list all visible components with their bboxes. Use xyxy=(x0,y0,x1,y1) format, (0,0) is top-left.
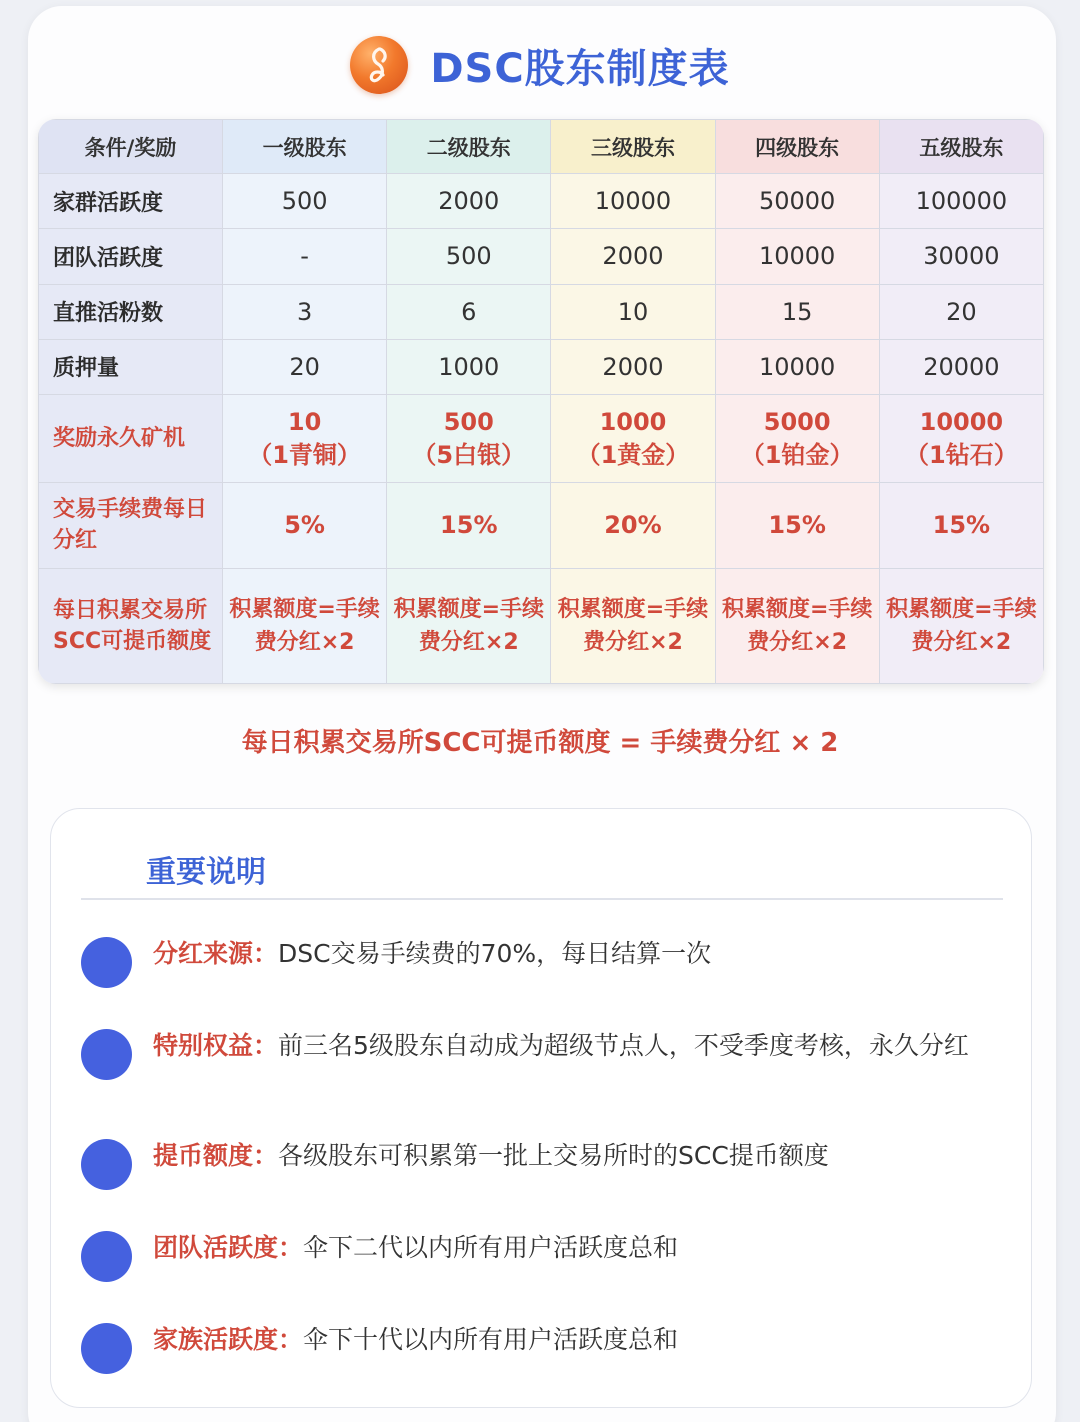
column-header: 二级股东 xyxy=(387,120,551,174)
table-row-fee xyxy=(39,483,1044,568)
table-cell: 积累额度=手续费分红×2 xyxy=(387,568,551,683)
table-row-quota xyxy=(39,568,1044,683)
column-header: 一级股东 xyxy=(223,120,387,174)
table-cell: 20 xyxy=(223,339,387,394)
orange-logo-icon xyxy=(350,36,408,94)
bullet-icon xyxy=(81,937,132,988)
formula-text: 每日积累交易所SCC可提币额度 = 手续费分红 × 2 xyxy=(241,728,839,758)
table-cell xyxy=(551,394,715,482)
table-cell: 积累额度=手续费分红×2 xyxy=(551,568,715,683)
table-cell: 5% xyxy=(223,483,387,568)
table-header-row xyxy=(39,120,1044,174)
note-key: 特别权益： xyxy=(153,1031,279,1060)
row-label: 家群活跃度 xyxy=(39,174,223,229)
table-cell: 积累额度=手续费分红×2 xyxy=(879,568,1043,683)
bullet-icon xyxy=(81,1029,132,1080)
notes-panel xyxy=(50,808,1032,1408)
table-cell: 15% xyxy=(879,483,1043,568)
table-cell: 积累额度=手续费分红×2 xyxy=(715,568,879,683)
table-cell: 3 xyxy=(223,284,387,339)
row-label: 质押量 xyxy=(39,339,223,394)
column-header: 四级股东 xyxy=(715,120,879,174)
row-label: 团队活跃度 xyxy=(39,229,223,284)
bullet-icon xyxy=(81,1139,132,1190)
note-key: 分红来源： xyxy=(153,939,279,968)
table-cell: 500 xyxy=(223,174,387,229)
row-label: 每日积累交易所SCC可提币额度 xyxy=(39,568,223,683)
table-cell: 30000 xyxy=(879,229,1043,284)
note-text: 前三名5级股东自动成为超级节点人，不受季度考核，永久分红 xyxy=(278,1031,969,1060)
note-text: 伞下二代以内所有用户活跃度总和 xyxy=(303,1233,679,1262)
mining-amount: 10000 xyxy=(919,407,1004,436)
table-cell xyxy=(879,394,1043,482)
table-cell: 10000 xyxy=(715,339,879,394)
note-key: 提币额度： xyxy=(153,1141,279,1170)
mining-amount: 1000 xyxy=(599,407,667,436)
table-cell: 100000 xyxy=(879,174,1043,229)
column-header: 三级股东 xyxy=(551,120,715,174)
table-row xyxy=(39,339,1044,394)
row-label: 奖励永久矿机 xyxy=(39,394,223,482)
mining-amount: 500 xyxy=(443,407,494,436)
table-cell: 20% xyxy=(551,483,715,568)
note-key: 家族活跃度： xyxy=(153,1325,304,1354)
table-row xyxy=(39,284,1044,339)
mining-note: （1黄金） xyxy=(576,440,690,469)
column-header: 条件/奖励 xyxy=(39,120,223,174)
table-cell: 15% xyxy=(715,483,879,568)
table-cell: 2000 xyxy=(551,339,715,394)
table-row xyxy=(39,229,1044,284)
table-cell: 1000 xyxy=(387,339,551,394)
note-text: 各级股东可积累第一批上交易所时的SCC提币额度 xyxy=(278,1141,829,1170)
table-cell: 10 xyxy=(551,284,715,339)
mining-note: （1钻石） xyxy=(905,440,1018,469)
table-cell: - xyxy=(223,229,387,284)
table-cell: 2000 xyxy=(551,229,715,284)
bullet-icon xyxy=(81,1231,132,1282)
table-cell xyxy=(223,394,387,482)
table-cell: 10000 xyxy=(715,229,879,284)
table-cell: 10000 xyxy=(551,174,715,229)
row-label: 交易手续费每日分红 xyxy=(39,483,223,568)
note-text: DSC交易手续费的70%，每日结算一次 xyxy=(278,939,712,968)
divider xyxy=(81,898,1003,900)
column-header: 五级股东 xyxy=(879,120,1043,174)
mining-amount: 5000 xyxy=(763,407,831,436)
page-title: DSC股东制度表 xyxy=(430,45,730,92)
table-cell: 50000 xyxy=(715,174,879,229)
table-cell: 15 xyxy=(715,284,879,339)
table-cell: 积累额度=手续费分红×2 xyxy=(223,568,387,683)
note-key: 团队活跃度： xyxy=(153,1233,304,1262)
table-cell: 500 xyxy=(387,229,551,284)
mining-note: （5白银） xyxy=(412,440,526,469)
table-cell xyxy=(715,394,879,482)
mining-note: （1青铜） xyxy=(248,440,361,469)
shareholder-table xyxy=(38,119,1044,684)
table-cell xyxy=(387,394,551,482)
notes-title: 重要说明 xyxy=(146,855,266,890)
mining-amount: 10 xyxy=(287,407,322,436)
table-cell: 6 xyxy=(387,284,551,339)
row-label: 直推活粉数 xyxy=(39,284,223,339)
mining-note: （1铂金） xyxy=(740,440,854,469)
bullet-icon xyxy=(81,1323,132,1374)
table-cell: 2000 xyxy=(387,174,551,229)
page-header xyxy=(0,30,1080,100)
note-text: 伞下十代以内所有用户活跃度总和 xyxy=(303,1325,679,1354)
table-cell: 20 xyxy=(879,284,1043,339)
table-row xyxy=(39,174,1044,229)
table-cell: 15% xyxy=(387,483,551,568)
table-cell: 20000 xyxy=(879,339,1043,394)
table-row-mining xyxy=(39,394,1044,482)
